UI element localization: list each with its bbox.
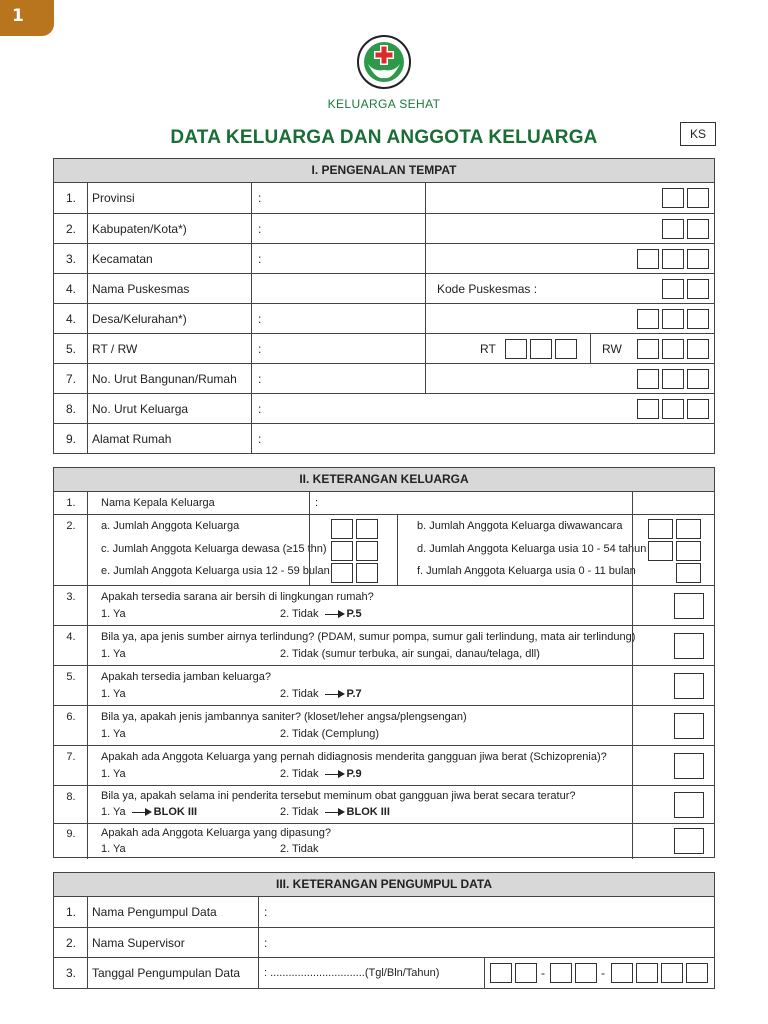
row-number: 9.	[66, 828, 76, 840]
row-label: Nama Pengumpul Data	[92, 905, 217, 919]
answer-box[interactable]	[674, 713, 704, 739]
row-colon: :	[315, 497, 319, 509]
table-row	[54, 244, 714, 274]
skip-arrow-icon	[325, 614, 343, 615]
kode-puskesmas-label: Kode Puskesmas :	[437, 281, 538, 296]
option-ya: 1. Ya	[101, 768, 126, 780]
skip-arrow-icon	[325, 694, 343, 695]
row-label: No. Urut Bangunan/Rumah	[92, 371, 237, 386]
row-label: Desa/Kelurahan*)	[92, 311, 187, 326]
row-colon: :	[258, 431, 262, 446]
date-separator: -	[601, 966, 605, 980]
table-row	[54, 492, 714, 515]
row-label: Alamat Rumah	[92, 431, 172, 446]
row-number: 5.	[66, 671, 76, 683]
page-number-badge: 1	[0, 0, 54, 36]
row-number: 8.	[65, 401, 76, 416]
answer-box[interactable]	[674, 828, 704, 854]
answer-box[interactable]	[674, 792, 704, 818]
option-ya: 1. Ya	[101, 648, 126, 660]
row-number: 7.	[65, 371, 76, 386]
answer-box[interactable]	[674, 593, 704, 619]
table-row	[54, 626, 714, 666]
count-boxes-c[interactable]	[331, 541, 378, 561]
count-boxes-b[interactable]	[648, 519, 701, 539]
count-label-c: c. Jumlah Anggota Keluarga dewasa (≥15 thn)	[101, 543, 327, 555]
answer-box[interactable]	[674, 633, 704, 659]
section-keterangan-pengumpul-data	[53, 872, 715, 989]
row-colon: :	[258, 311, 262, 326]
row-number: 9.	[65, 431, 76, 446]
rw-label: RW	[602, 341, 622, 356]
row-number: 1.	[65, 191, 76, 205]
date-year-boxes[interactable]	[611, 963, 708, 983]
row-number: 3.	[65, 966, 76, 980]
count-label-b: b. Jumlah Anggota Keluarga diwawancara	[417, 520, 623, 532]
row-colon: :	[258, 341, 262, 356]
desa-code-boxes[interactable]	[637, 309, 709, 329]
date-day-boxes[interactable]	[490, 963, 537, 983]
row-number: 3.	[66, 591, 76, 603]
row-number: 8.	[66, 791, 76, 803]
row-label: Provinsi	[92, 191, 135, 205]
question-text: Bila ya, apakah jenis jambannya saniter? (kloset/leher angsa/plengsengan)	[101, 711, 467, 723]
puskesmas-code-boxes[interactable]	[662, 279, 709, 299]
section-heading: II. KETERANGAN KELUARGA	[54, 468, 714, 492]
row-number: 3.	[65, 251, 76, 266]
form-title: DATA KELUARGA DAN ANGGOTA KELUARGA	[170, 127, 598, 148]
question-text: Apakah ada Anggota Keluarga yang dipasung?	[101, 827, 331, 839]
count-boxes-f[interactable]	[676, 563, 701, 583]
table-row	[54, 928, 714, 958]
count-label-d: d. Jumlah Anggota Keluarga usia 10 - 54 tahun	[417, 543, 647, 555]
row-number: 7.	[66, 751, 76, 763]
option-tidak: 2. Tidak P.7	[280, 688, 362, 700]
rt-boxes[interactable]	[505, 339, 577, 359]
date-separator: -	[541, 966, 545, 980]
date-month-boxes[interactable]	[550, 963, 597, 983]
table-row	[54, 786, 714, 824]
row-number: 2.	[66, 520, 76, 532]
row-colon: :	[258, 191, 262, 205]
count-boxes-e[interactable]	[331, 563, 378, 583]
section-pengenalan-tempat	[53, 158, 715, 454]
bangunan-code-boxes[interactable]	[637, 369, 709, 389]
table-row	[54, 394, 714, 424]
question-text: Bila ya, apa jenis sumber airnya terlindung? (PDAM, sumur pompa, sumur gali terlindung, mata air terlindung)	[101, 631, 636, 643]
row-number: 1.	[65, 905, 76, 919]
table-row	[54, 334, 714, 364]
row-number: 4.	[65, 281, 76, 296]
option-tidak: 2. Tidak P.9	[280, 768, 362, 780]
answer-box[interactable]	[674, 673, 704, 699]
logo-text: KELUARGA SEHAT	[327, 97, 441, 111]
row-colon: :	[264, 905, 268, 919]
table-row	[54, 364, 714, 394]
count-boxes-a[interactable]	[331, 519, 378, 539]
option-ya: 1. Ya	[101, 843, 126, 855]
provinsi-code-boxes[interactable]	[662, 188, 709, 208]
date-hint: : ...............................(Tgl/Bln/Tahun)	[264, 967, 440, 979]
skip-arrow-icon	[325, 774, 343, 775]
table-row	[54, 824, 714, 859]
table-row	[54, 274, 714, 304]
option-ya: 1. Ya	[101, 688, 126, 700]
row-colon: :	[264, 935, 268, 950]
count-boxes-d[interactable]	[648, 541, 701, 561]
option-tidak: 2. Tidak	[280, 843, 319, 855]
row-number: 1.	[66, 497, 76, 509]
option-tidak: 2. Tidak P.5	[280, 608, 362, 620]
section-heading: III. KETERANGAN PENGUMPUL DATA	[54, 873, 714, 897]
question-text: Apakah tersedia jamban keluarga?	[101, 671, 272, 683]
table-row	[54, 666, 714, 706]
table-row	[54, 897, 714, 928]
row-number: 2.	[65, 221, 76, 236]
option-tidak: 2. Tidak (Cemplung)	[280, 728, 380, 740]
table-row	[54, 515, 714, 586]
row-colon: :	[258, 371, 262, 386]
option-tidak: 2. Tidak (sumur terbuka, air sungai, danau/telaga, dll)	[280, 648, 540, 660]
row-label: RT / RW	[92, 341, 138, 356]
count-label-a: a. Jumlah Anggota Keluarga	[101, 520, 240, 532]
answer-box[interactable]	[674, 753, 704, 779]
option-ya: 1. Ya BLOK III	[101, 806, 198, 818]
question-text: Bila ya, apakah selama ini penderita tersebut meminum obat gangguan jiwa berat secara teratur?	[101, 790, 576, 802]
table-row	[54, 706, 714, 746]
row-number: 2.	[65, 935, 76, 950]
row-label: Tanggal Pengumpulan Data	[92, 966, 241, 980]
bakti-husada-logo-icon	[356, 34, 412, 90]
row-label: No. Urut Keluarga	[92, 401, 189, 416]
row-number: 4.	[66, 631, 76, 643]
form-code-box: KS	[680, 122, 716, 146]
row-colon: :	[258, 251, 262, 266]
question-text: Apakah ada Anggota Keluarga yang pernah didiagnosis menderita gangguan jiwa berat (Schizoprenia)?	[101, 751, 607, 763]
table-row	[54, 424, 714, 453]
row-label: Nama Puskesmas	[92, 281, 190, 296]
rw-boxes[interactable]	[637, 339, 709, 359]
table-row	[54, 183, 714, 214]
row-label: Nama Supervisor	[92, 935, 185, 950]
skip-arrow-icon	[132, 812, 150, 813]
question-text: Apakah tersedia sarana air bersih di lingkungan rumah?	[101, 591, 374, 603]
table-row	[54, 214, 714, 244]
option-tidak: 2. Tidak BLOK III	[280, 806, 390, 818]
kabupaten-code-boxes[interactable]	[662, 219, 709, 239]
option-ya: 1. Ya	[101, 728, 126, 740]
count-label-f: f. Jumlah Anggota Keluarga usia 0 - 11 bulan	[417, 565, 636, 577]
row-label: Nama Kepala Keluarga	[101, 497, 215, 509]
section-heading: I. PENGENALAN TEMPAT	[54, 159, 714, 183]
section-keterangan-keluarga	[53, 467, 715, 858]
row-label: Kecamatan	[92, 251, 153, 266]
kecamatan-code-boxes[interactable]	[637, 249, 709, 269]
rt-label: RT	[480, 341, 496, 356]
table-row	[54, 586, 714, 626]
row-number: 6.	[66, 711, 76, 723]
table-row	[54, 746, 714, 786]
row-number: 4.	[65, 311, 76, 326]
row-colon: :	[258, 401, 262, 416]
row-label: Kabupaten/Kota*)	[92, 221, 187, 236]
row-number: 5.	[65, 341, 76, 356]
option-ya: 1. Ya	[101, 608, 126, 620]
table-row	[54, 958, 714, 988]
table-row	[54, 304, 714, 334]
count-label-e: e. Jumlah Anggota Keluarga usia 12 - 59 bulan	[101, 565, 330, 577]
keluarga-code-boxes[interactable]	[637, 399, 709, 419]
row-colon: :	[258, 221, 262, 236]
skip-arrow-icon	[325, 812, 343, 813]
